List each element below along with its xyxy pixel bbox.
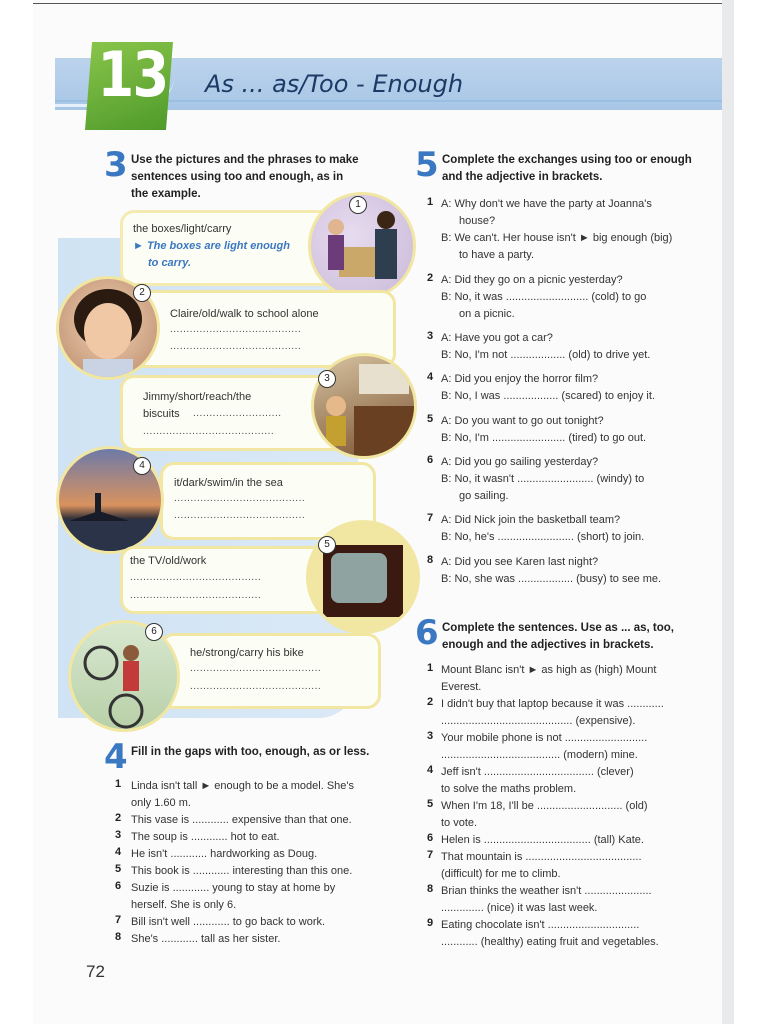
ex6-item-3: Your mobile phone is not ........................... (441, 732, 648, 744)
ex5-item-1-a-cont: house? (459, 215, 496, 227)
ex5-item-1-b-cont: to have a party. (459, 249, 535, 261)
answer-line: ........................................ (143, 426, 275, 437)
answer-line: ........................................ (170, 341, 302, 352)
ex4-item-7: Bill isn't well ............ to go back to work. (131, 916, 326, 928)
ex6-item-1: Mount Blanc isn't ► as high as (high) Mount (441, 664, 657, 676)
ex5-item-1-b: B: We can't. Her house isn't ► big enough (big) (441, 232, 673, 244)
exercise-3-example-answer: ► The boxes are light enough (133, 240, 290, 252)
ex5-item-6-b-cont: go sailing. (459, 490, 509, 502)
ex6-item-num: 4 (427, 764, 434, 776)
ex5-item-num: 5 (427, 413, 434, 425)
ex6-item-4-cont: to solve the maths problem. (441, 783, 577, 795)
ex4-item-8: She's ............ tall as her sister. (131, 933, 281, 945)
exercise-3-item-2-prompt: Claire/old/walk to school alone (170, 308, 319, 320)
binding-shade (722, 0, 734, 1024)
ex4-item-6: Suzie is ............ young to stay at home by (131, 882, 336, 894)
answer-line: ........................................ (174, 493, 306, 504)
ex6-item-5: When I'm 18, I'll be ............................ (old) (441, 800, 648, 812)
picture-number-1: 1 (349, 196, 367, 214)
exercise-5-instruction: Complete the exchanges using too or enough and the adjective in brackets. (442, 154, 692, 183)
ex5-item-3-b: B: No, I'm not .................. (old) to drive yet. (441, 349, 651, 361)
picture-number-2: 2 (133, 284, 151, 302)
ex6-item-num: 3 (427, 730, 434, 742)
ex5-item-num: 8 (427, 554, 434, 566)
photo-bike (68, 620, 180, 732)
ex6-item-num: 7 (427, 849, 434, 861)
ex4-item-5: This book is ............ interesting than this one. (131, 865, 353, 877)
ex4-item-num: 2 (115, 812, 122, 824)
ex5-item-num: 1 (427, 196, 434, 208)
top-rule (33, 3, 733, 4)
ex4-item-num: 8 (115, 931, 122, 943)
ex6-item-num: 1 (427, 662, 434, 674)
ex6-item-num: 5 (427, 798, 434, 810)
ex6-item-num: 6 (427, 832, 434, 844)
ex5-item-num: 2 (427, 272, 434, 284)
exercise-3-example-prompt: the boxes/light/carry (133, 223, 232, 235)
ex5-item-num: 4 (427, 371, 434, 383)
picture-number-5: 5 (318, 536, 336, 554)
ex4-item-4: He isn't ............ hardworking as Doug. (131, 848, 318, 860)
exercise-5-number: 5 (415, 145, 439, 185)
ex4-item-3: The soup is ............ hot to eat. (131, 831, 280, 843)
answer-line: ........................................ (174, 510, 306, 521)
ex5-item-7-a: A: Did Nick join the basketball team? (441, 514, 621, 526)
ex4-item-num: 1 (115, 778, 122, 790)
ex4-item-num: 6 (115, 880, 122, 892)
page-number: 72 (86, 962, 105, 981)
exercise-3-item-4-prompt: it/dark/swim/in the sea (174, 477, 283, 489)
ex6-item-6: Helen is ................................... (tall) Kate. (441, 834, 644, 846)
ex4-item-2: This vase is ............ expensive than that one. (131, 814, 352, 826)
ex6-item-num: 2 (427, 696, 434, 708)
exercise-6-number: 6 (415, 613, 439, 653)
picture-number-3: 3 (318, 370, 336, 388)
ex5-item-7-b: B: No, he's ......................... (short) to join. (441, 531, 645, 543)
exercise-3-instruction: Use the pictures and the phrases to make sentences using too and enough, as in the example. (131, 154, 359, 200)
ex4-item-1: Linda isn't tall ► enough to be a model. She's (131, 780, 355, 792)
exercise-4-instruction: Fill in the gaps with too, enough, as or less. (131, 746, 370, 758)
ex6-item-num: 8 (427, 883, 434, 895)
ex6-item-2-cont: ........................................... (expensive). (441, 715, 636, 727)
ex6-item-4: Jeff isn't .................................... (clever) (441, 766, 634, 778)
ex5-item-4-a: A: Did you enjoy the horror film? (441, 373, 599, 385)
picture-number-4: 4 (133, 457, 151, 475)
ex5-item-2-a: A: Did they go on a picnic yesterday? (441, 274, 623, 286)
ex5-item-3-a: A: Have you got a car? (441, 332, 553, 344)
ex4-item-num: 4 (115, 846, 122, 858)
ex5-item-num: 7 (427, 512, 434, 524)
ex5-item-5-b: B: No, I'm ........................ (tired) to go out. (441, 432, 647, 444)
ex6-item-9-cont: ............ (healthy) eating fruit and vegetables. (441, 936, 659, 948)
ex4-item-num: 3 (115, 829, 122, 841)
ex6-item-8: Brian thinks the weather isn't ...................... (441, 885, 652, 897)
answer-line: ........................................ (130, 590, 262, 601)
ex5-item-6-b: B: No, it wasn't ......................... (windy) to (441, 473, 645, 485)
ex4-item-6-cont: herself. She is only 6. (131, 899, 237, 911)
ex5-item-8-b: B: No, she was .................. (busy) to see me. (441, 573, 662, 585)
exercise-3-number: 3 (104, 145, 128, 185)
ex6-item-9: Eating chocolate isn't .............................. (441, 919, 640, 931)
answer-line: ........................................ (170, 324, 302, 335)
ex6-item-2: I didn't buy that laptop because it was ............ (441, 698, 664, 710)
ex6-item-num: 9 (427, 917, 434, 929)
ex4-item-1-cont: only 1.60 m. (131, 797, 191, 809)
ex5-item-5-a: A: Do you want to go out tonight? (441, 415, 604, 427)
ex6-item-5-cont: to vote. (441, 817, 478, 829)
photo-kitchen (311, 353, 417, 459)
unit-title: As ... as/Too - Enough (205, 70, 464, 98)
ex5-item-2-b: B: No, it was ........................... (cold) to go (441, 291, 647, 303)
exercise-3-item-3-prompt: Jimmy/short/reach/the (143, 391, 252, 403)
ex5-item-6-a: A: Did you go sailing yesterday? (441, 456, 599, 468)
exercise-3-item-6-prompt: he/strong/carry his bike (190, 647, 304, 659)
exercise-3-example-answer-cont: to carry. (148, 257, 192, 269)
ex5-item-num: 3 (427, 330, 434, 342)
ex6-item-3-cont: ....................................... (modern) mine. (441, 749, 638, 761)
ex5-item-num: 6 (427, 454, 434, 466)
answer-line: ........................... (193, 408, 282, 419)
picture-number-6: 6 (145, 623, 163, 641)
ex6-item-7: That mountain is ...................................... (441, 851, 642, 863)
ex6-item-7-cont: (difficult) for me to climb. (441, 868, 561, 880)
answer-line: ........................................ (130, 572, 262, 583)
exercise-6-instruction: Complete the sentences. Use as ... as, too, enough and the adjectives in brackets. (442, 622, 674, 651)
ex5-item-1-a: A: Why don't we have the party at Joanna's (441, 198, 652, 210)
ex6-item-8-cont: .............. (nice) it was last week. (441, 902, 598, 914)
exercise-4-number: 4 (104, 737, 128, 777)
answer-line: ........................................ (190, 681, 322, 692)
ex4-item-num: 5 (115, 863, 122, 875)
answer-line: ........................................ (190, 663, 322, 674)
ex5-item-2-b-cont: on a picnic. (459, 308, 515, 320)
exercise-3-item-5-prompt: the TV/old/work (130, 555, 207, 567)
unit-number: 13 (97, 38, 168, 111)
ex5-item-8-a: A: Did you see Karen last night? (441, 556, 599, 568)
ex5-item-4-b: B: No, I was .................. (scared) to enjoy it. (441, 390, 655, 402)
ex6-item-1-cont: Everest. (441, 681, 482, 693)
ex4-item-num: 7 (115, 914, 122, 926)
exercise-3-item-3-prompt-cont: biscuits (143, 408, 180, 420)
